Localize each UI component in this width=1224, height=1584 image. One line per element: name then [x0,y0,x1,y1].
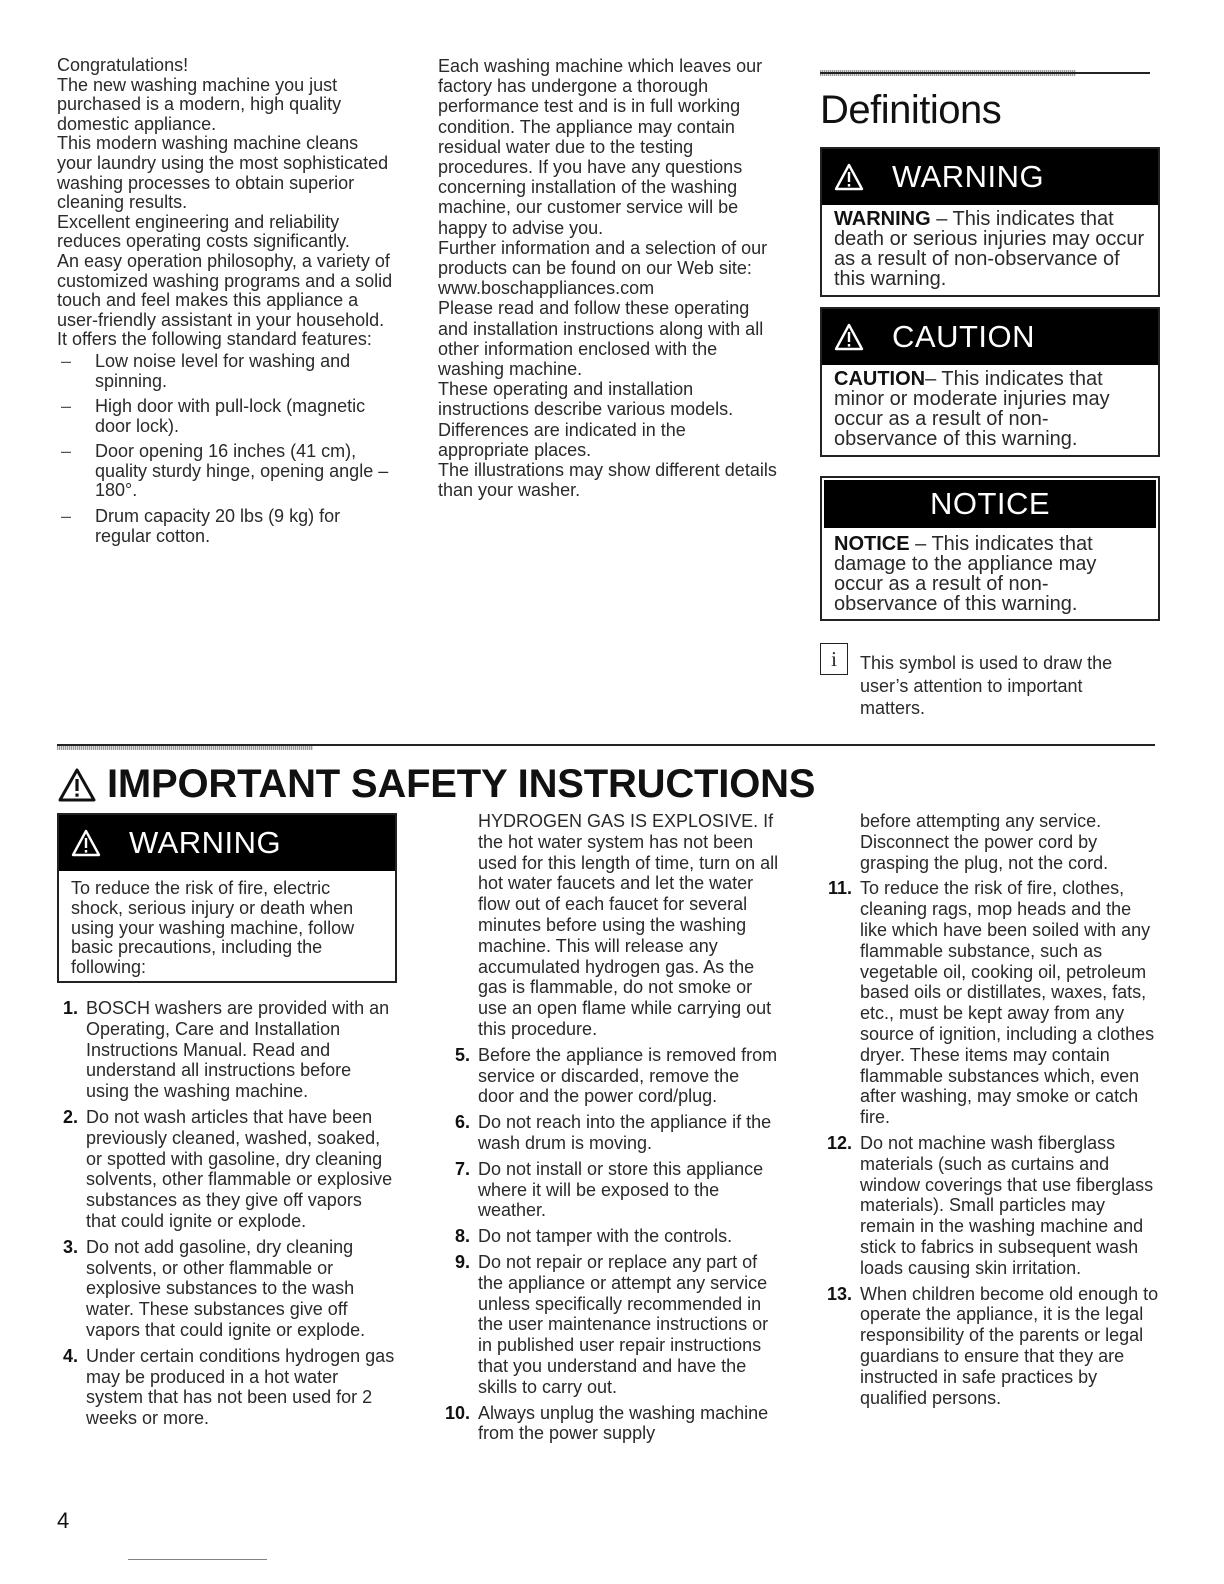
notice-term: NOTICE [834,533,910,555]
notice-label: NOTICE [929,486,1051,521]
warning-triangle-icon [834,163,864,191]
list-item [440,1226,780,1247]
list-item: – Drum capacity 20 lbs (9 kg) for regular cotton. [57,507,397,546]
warning-triangle-icon [71,829,101,857]
intro-paragraph: This modern washing machine cleans your laundry using the most sophisticated washing processes to obtain superior cleaning results. [57,133,389,213]
caution-header [822,309,1158,365]
safety-warning-box [57,813,397,983]
item-text: Before the appliance is removed from service or discarded, remove the door and the power cord/plug. [478,1044,778,1107]
caution-triangle-icon [834,323,864,351]
item-text: Do not machine wash fiberglass materials (such as curtains and window coverings that use fiberglass materials). Small particles may remain in the washing machine and stick to fabrics in subsequent wash loads causing skin irritation. [860,1132,1154,1278]
safety-column-3 [822,811,1162,1413]
warning-header [822,149,1158,205]
footer-line [128,1559,267,1560]
warning-triangle-icon [57,767,97,803]
safety-warning-label: WARNING [129,825,282,860]
factory-column [438,56,778,500]
item-number: 11. [827,878,852,899]
item-number: 5. [454,1044,470,1065]
list-item [440,1112,780,1154]
caution-term: CAUTION [834,368,926,390]
item-number: 10. [444,1402,470,1423]
item-number: 9. [454,1251,470,1272]
item-text: When children become old enough to operate the appliance, it is the legal responsibility of the parents or legal guardians to ensure that they are instructed in safe practices by qualified persons. [860,1283,1159,1408]
info-icon: i [820,643,848,675]
safety-title [57,762,815,807]
item4-continuation: HYDROGEN GAS IS EXPLOSIVE. If the hot water system has not been used for this length of time, turn on all hot water faucets and let the water flow out of each faucet for several minutes before using the washing machine. This will release any accumulated hydrogen gas. As the gas is flammable, do not smoke or use an open flame while carrying out this procedure. [478,811,779,1039]
item-number: 4. [62,1345,78,1366]
list-item [440,1403,780,1445]
list-item [822,1284,1162,1409]
safety-list-col3 [822,878,1162,1408]
item-text: Do not reach into the appliance if the wash drum is moving. [478,1112,772,1153]
safety-rule [57,744,1155,746]
list-item [48,1237,396,1341]
factory-paragraph: Please read and follow these operating and installation instructions along with all other information enclosed with the washing machine. [438,298,764,380]
safety-warning-header [59,815,395,871]
list-item [822,1133,1162,1279]
definitions-title: Definitions [820,88,1002,132]
item-text: To reduce the risk of fire, clothes, cleaning rags, mop heads and the like which have been soiled with any flammable substance, such as vegetable oil, cooking oil, petroleum based oils or distillates, waxes, fats, etc., must be kept away from any source of ignition, including a clothes dryer. These items may contain flammable substances which, even after washing, may smoke or catch fire. [860,878,1155,1128]
warning-label: WARNING [892,159,1045,194]
warning-description [822,205,1158,295]
item-text: Do not install or store this appliance where it will be exposed to the weather. [478,1158,764,1221]
notice-header [824,480,1156,528]
list-item: – High door with pull-lock (magnetic door lock). [57,397,397,436]
factory-paragraph: These operating and installation instructions describe various models. Differences are indicated in the appropriate places. [438,379,734,460]
intro-paragraph: Excellent engineering and reliability reduces operating costs significantly. [57,211,350,252]
list-item: – Low noise level for washing and spinning. [57,352,397,391]
warning-definition-box [820,147,1160,297]
notice-description [822,530,1158,620]
list-item [440,1252,780,1398]
intro-paragraph: It offers the following standard features: [57,329,372,350]
info-description: This symbol is used to draw the user’s attention to important matters. [860,653,1113,718]
notice-definition-box [820,476,1160,621]
definitions-rule [820,72,1150,74]
item-number: 3. [62,1236,78,1257]
factory-paragraph: Each washing machine which leaves our factory has undergone a thorough performance test and is in full working condition. The appliance may contain residual water due to the testing procedures. If you have any questions concerning installation of the washing machine, our customer service will be happy to advise you. [438,56,763,238]
item-text: Do not wash articles that have been previously cleaned, washed, soaked, or spotted with gasoline, dry cleaning solvents, other flammable or explosive substances as they give off vapors that could ignite or explode. [86,1106,393,1231]
item-text: Under certain conditions hydrogen gas may be produced in a hot water system that has not been used for 2 weeks or more. [86,1345,395,1429]
safety-title-text: IMPORTANT SAFETY INSTRUCTIONS [107,762,816,806]
list-item: – Door opening 16 inches (41 cm), quality sturdy hinge, opening angle –180°. [57,442,397,501]
warning-text: – This indicates that death or serious injuries may occur as a result of non-observance of this warning. [834,208,1145,290]
safety-column-2 [440,811,780,1449]
intro-column [57,56,397,552]
intro-paragraph: The new washing machine you just purchased is a modern, high quality domestic appliance. [57,74,342,134]
factory-paragraph: Further information and a selection of our products can be found on our Web site: www.boschappliances.com [438,237,768,299]
item-text: Do not tamper with the controls. [478,1226,733,1247]
item-number: 7. [454,1158,470,1179]
intro-congrats: Congratulations! [57,55,189,75]
item10-continuation: before attempting any service. Disconnect the power cord by grasping the plug, not the cord. [860,811,1109,873]
item-number: 8. [454,1226,470,1247]
safety-warning-text: To reduce the risk of fire, electric shock, serious injury or death when using your washing machine, follow basic precautions, including the following: [71,878,355,978]
item-text: BOSCH washers are provided with an Operating, Care and Installation Instructions Manual. Read and understand all instructions before using the washing machine. [86,998,390,1102]
item-number: 12. [826,1132,852,1153]
list-item [48,1107,396,1232]
list-item [48,1346,396,1429]
list-item [48,998,396,1102]
warning-term: WARNING [834,208,931,230]
notice-text: – This indicates that damage to the appliance may occur as a result of non-observance of this warning. [834,533,1097,615]
safety-list-col1 [48,998,396,1434]
list-item [822,878,1162,1128]
caution-text: – This indicates that minor or moderate injuries may occur as a result of non-observance of this warning. [834,368,1110,450]
item-number: 6. [454,1112,470,1133]
feature-list [57,352,397,546]
safety-list-col2 [440,1045,780,1444]
item-number: 2. [62,1106,78,1127]
item-text: Do not add gasoline, dry cleaning solvents, or other flammable or explosive substances to the wash water. These substances give off vapors that could ignite or explode. [86,1236,366,1340]
page-number: 4 [57,1508,70,1533]
item-number: 13. [826,1283,852,1304]
caution-description [822,365,1158,455]
factory-paragraph: The illustrations may show different details than your washer. [438,460,777,501]
item-number: 1. [62,998,78,1018]
intro-paragraph: An easy operation philosophy, a variety of customized washing programs and a solid touch and feel makes this appliance a user-friendly assistant in your household. [57,250,393,330]
caution-label: CAUTION [892,319,1035,354]
list-item [440,1159,780,1221]
item-text: Always unplug the washing machine from the power supply [478,1402,769,1444]
caution-definition-box [820,307,1160,457]
list-item [440,1045,780,1107]
item-text: Do not repair or replace any part of the appliance or attempt any service unless specifically recommended in the user maintenance instructions or in published user repair instructions that you understand and have the skills to carry out. [478,1251,769,1397]
